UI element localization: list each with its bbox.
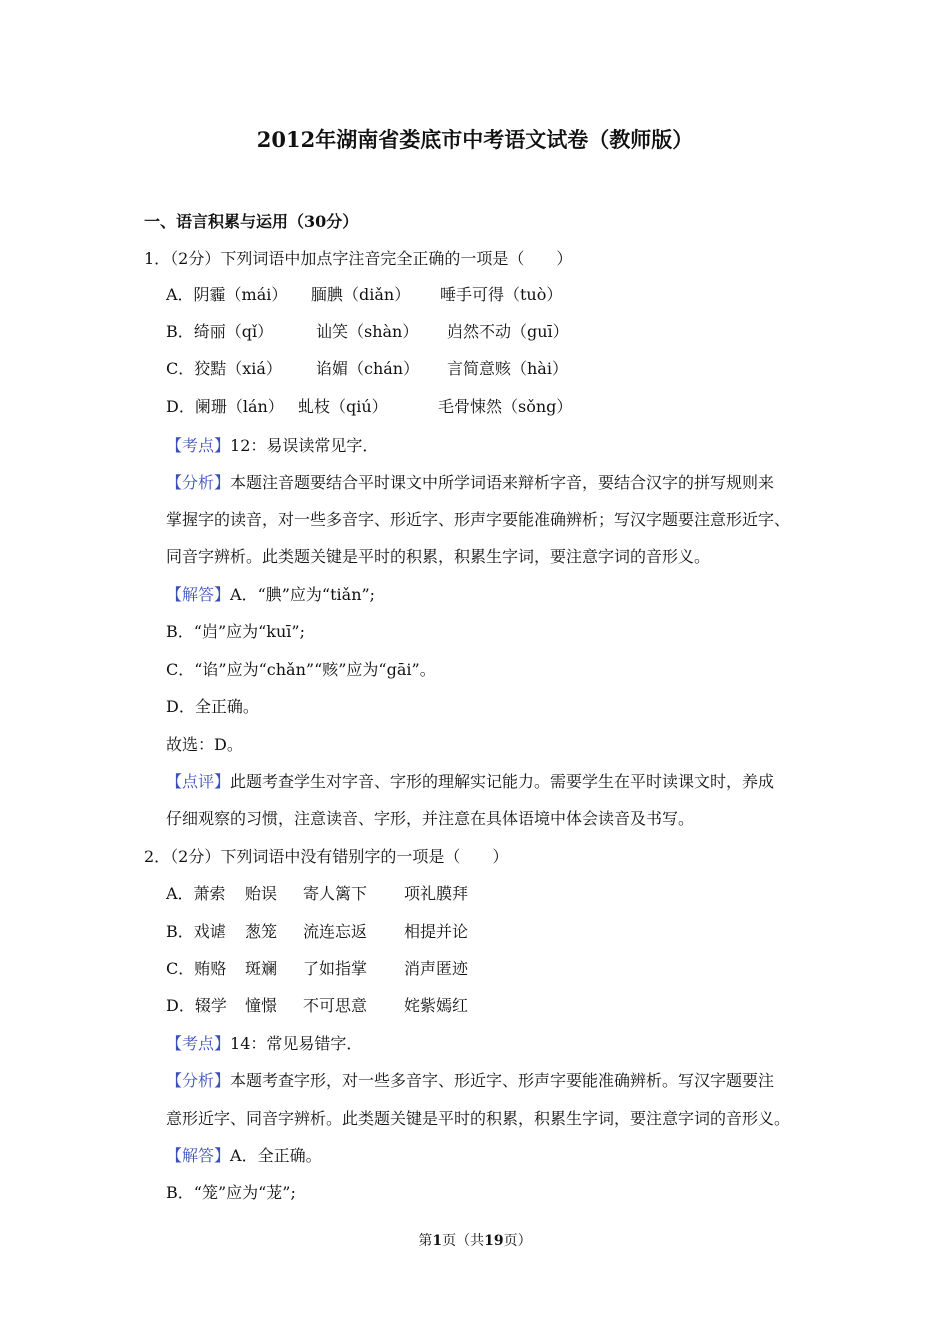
q1-answer: 故选：D。 <box>166 735 243 754</box>
fenxi-tag: 【分析】 <box>166 473 231 492</box>
option-item: 腼腆（diǎn） <box>311 285 411 304</box>
q1-fenxi-line3: 同音字辨析。此类题关键是平时的积累，积累生字词，要注意字词的音形义。 <box>166 547 711 566</box>
option-item: 项礼膜拜 <box>404 884 469 903</box>
kaodian-text: 12：易误读常见字． <box>230 436 379 455</box>
option-item: D．阑珊（lán） <box>166 397 284 416</box>
kaodian-tag: 【考点】 <box>166 436 231 455</box>
q1-jieda-c: C．“谄”应为“chǎn”“赅”应为“gāi”。 <box>166 660 436 679</box>
section-heading: 一、语言积累与运用（30分） <box>144 212 359 231</box>
option-item: 谄媚（chán） <box>316 359 420 378</box>
option-item: 憧憬 <box>245 996 278 1015</box>
footer-mid: 页（共 <box>442 1233 485 1249</box>
page-title: 2012年湖南省娄底市中考语文试卷（教师版） <box>256 127 694 152</box>
option-item: 讪笑（shàn） <box>316 322 419 341</box>
q1-jieda-d: D．全正确。 <box>166 697 259 716</box>
option-item: 寄人篱下 <box>303 884 368 903</box>
option-item: B．戏谑 <box>166 922 226 941</box>
option-item: B．绮丽（qǐ） <box>166 322 274 341</box>
q1-dianping <box>166 772 774 792</box>
footer-pre: 第 <box>418 1233 433 1249</box>
option-item: 不可思意 <box>303 996 368 1015</box>
q1-dianping-line2: 仔细观察的习惯，注意读音、字形，并注意在具体语境中体会读音及书写。 <box>166 809 695 828</box>
q2-fenxi-line2: 意形近字、同音字辨析。此类题关键是平时的积累，积累生字词，要注意字词的音形义。 <box>166 1109 791 1128</box>
footer-post: 页） <box>503 1233 532 1249</box>
option-item: 消声匿迹 <box>404 959 469 978</box>
jieda-tag: 【解答】 <box>166 585 231 604</box>
q2-jieda-b: B．“笼”应为“茏”; <box>166 1183 296 1202</box>
q1-stem: 1．（2分）下列词语中加点字注音完全正确的一项是（ ） <box>144 249 573 268</box>
fenxi-text: 本题注音题要结合平时课文中所学词语来辩析字音，要结合汉字的拼写规则来 <box>230 473 775 492</box>
q1-kaodian <box>166 436 378 456</box>
option-item: D．辍学 <box>166 996 227 1015</box>
option-item: C．狡黠（xiá） <box>166 359 282 378</box>
q1-jieda-b: B．“岿”应为“kuī”; <box>166 622 305 641</box>
fenxi-text: 本题考查字形，对一些多音字、形近字、形声字要能准确辨析。写汉字题要注 <box>230 1071 775 1090</box>
footer-page-number: 1 <box>432 1233 443 1249</box>
option-item: 毛骨悚然（sǒng） <box>438 397 573 416</box>
fenxi-tag: 【分析】 <box>166 1071 231 1090</box>
page-footer <box>0 1230 950 1250</box>
option-item: 姹紫嫣红 <box>404 996 469 1015</box>
option-item: A．萧索 <box>166 884 226 903</box>
jieda-text: A．“腆”应为“tiǎn”; <box>230 585 376 604</box>
footer-total-pages: 19 <box>484 1233 504 1249</box>
jieda-tag: 【解答】 <box>166 1146 231 1165</box>
option-item: A．阴霾（mái） <box>166 285 288 304</box>
option-item: C．贿赂 <box>166 959 227 978</box>
option-item: 岿然不动（guī） <box>447 322 569 341</box>
q1-fenxi <box>166 473 774 493</box>
option-item: 了如指掌 <box>303 959 368 978</box>
option-item: 言简意赅（hài） <box>447 359 568 378</box>
option-item: 唾手可得（tuò） <box>440 285 563 304</box>
option-item: 斑斓 <box>245 959 278 978</box>
kaodian-tag: 【考点】 <box>166 1034 231 1053</box>
option-item: 葱笼 <box>245 922 278 941</box>
q2-fenxi <box>166 1071 774 1091</box>
q1-jieda <box>166 585 375 605</box>
q2-stem: 2．（2分）下列词语中没有错别字的一项是（ ） <box>144 847 509 866</box>
kaodian-text: 14：常见易错字． <box>230 1034 363 1053</box>
jieda-text: A．全正确。 <box>230 1146 322 1165</box>
q2-kaodian <box>166 1034 362 1054</box>
dianping-tag: 【点评】 <box>166 772 231 791</box>
option-item: 相提并论 <box>404 922 469 941</box>
q2-jieda <box>166 1146 322 1166</box>
option-item: 虬枝（qiú） <box>298 397 388 416</box>
option-item: 流连忘返 <box>303 922 368 941</box>
dianping-text: 此题考查学生对字音、字形的理解实记能力。需要学生在平时读课文时，养成 <box>230 772 775 791</box>
q1-fenxi-line2: 掌握字的读音，对一些多音字、形近字、形声字要能准确辨析；写汉字题要注意形近字、 <box>166 510 791 529</box>
option-item: 贻误 <box>245 884 278 903</box>
